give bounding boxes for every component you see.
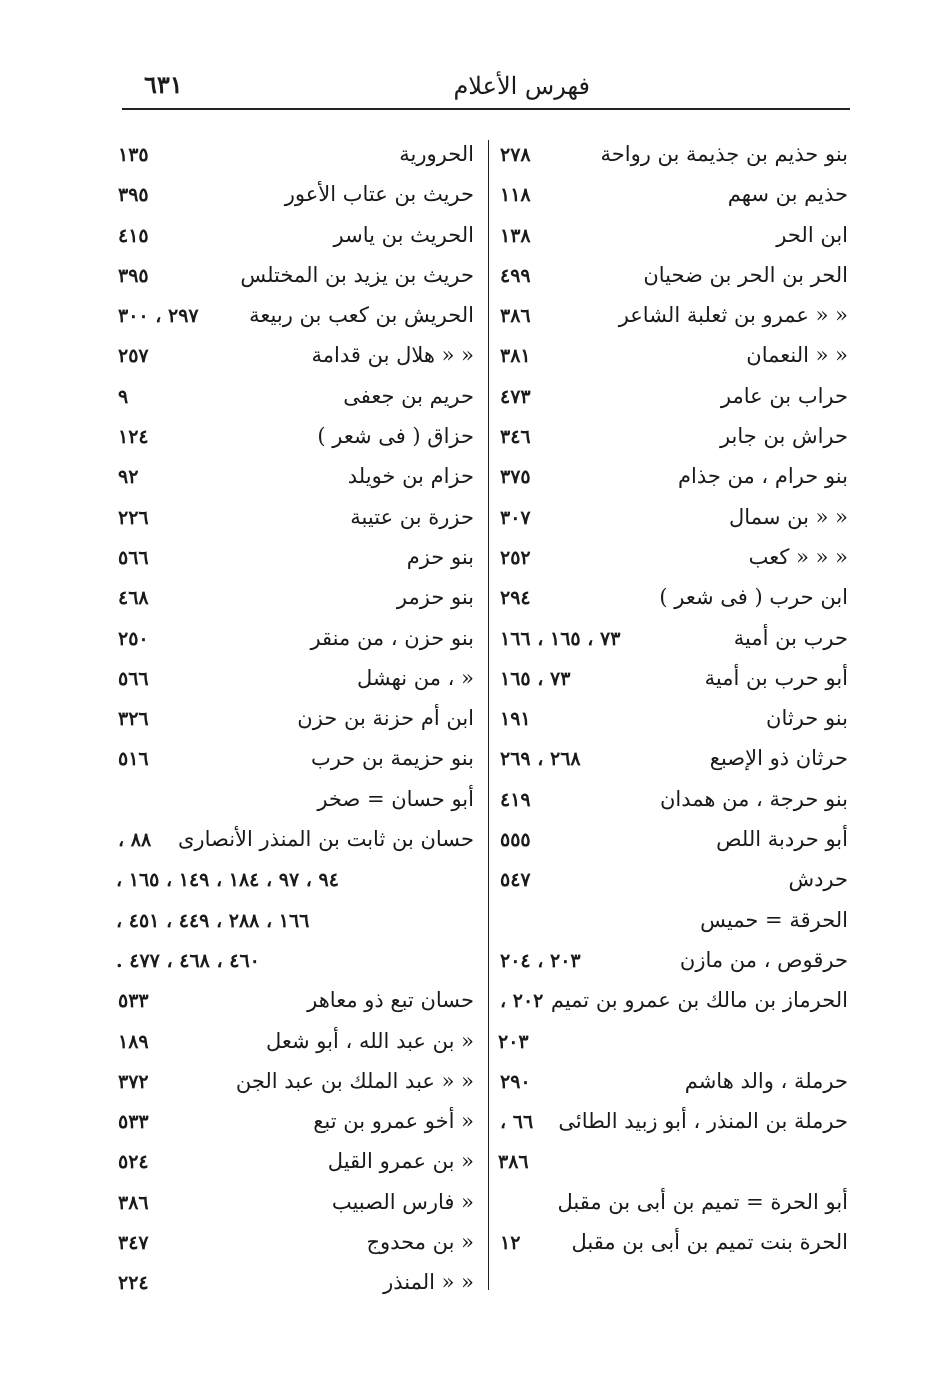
- entry-pages: ٥٤٧: [500, 869, 531, 892]
- index-entry: [494, 579, 854, 619]
- entry-name: الحر بن الحر بن ضحيان: [643, 262, 848, 287]
- index-entry: [494, 781, 854, 821]
- page-header: [122, 68, 850, 110]
- index-entry: [112, 700, 480, 740]
- index-entry: [112, 176, 480, 216]
- entry-pages: ٦٦ ،: [500, 1111, 534, 1134]
- entry-pages: ٥٦٦: [118, 546, 149, 569]
- entry-name: حرثان ذو الإصبع: [709, 746, 848, 771]
- entry-pages: ٧٣ ، ١٦٥ ، ١٦٦: [500, 627, 621, 650]
- entry-pages: ٩: [118, 385, 129, 408]
- index-entry: [494, 539, 854, 579]
- index-entry: [494, 499, 854, 539]
- index-entry: [494, 740, 854, 780]
- entry-name: بنو حرجة ، من همدان: [659, 786, 848, 811]
- entry-name: حردش: [788, 867, 848, 892]
- entry-pages: ٣٧٥: [500, 466, 531, 489]
- entry-name: « « النعمان: [746, 343, 848, 368]
- index-entry: [112, 740, 480, 780]
- entry-pages: ٩٢: [118, 466, 139, 489]
- index-entry: [494, 700, 854, 740]
- entry-pages: ٥٣٣: [118, 1111, 149, 1134]
- entry-pages: ٢٩٧ ، ٣٠٠: [118, 305, 199, 328]
- entry-name: حسان تبع ذو معاهر: [307, 988, 474, 1013]
- index-entry: [494, 861, 854, 901]
- right-column: [494, 136, 854, 1264]
- entry-name: حرملة بن المنذر ، أبو زبيد الطائى: [558, 1109, 848, 1134]
- index-entry: [494, 297, 854, 337]
- entry-pages: ٣٨٦: [498, 1151, 529, 1174]
- entry-name: « فارس الصبيب: [331, 1189, 474, 1214]
- entry-pages: ١٦٦ ، ٢٨٨ ، ٤٤٩ ، ٤٥١ ،: [116, 909, 310, 932]
- entry-name: بنو حزن ، من منقر: [310, 625, 474, 650]
- entry-pages: ٥٦٦: [118, 667, 149, 690]
- index-entry: [112, 620, 480, 660]
- entry-pages: ٢٩٠: [500, 1070, 531, 1093]
- index-entry: [494, 821, 854, 861]
- entry-pages: ١٢: [500, 1232, 521, 1255]
- entry-pages: ٢٠٣ ، ٢٠٤: [500, 949, 581, 972]
- page-title: فهرس الأعلام: [453, 72, 590, 100]
- entry-pages: ٣٢٦: [118, 708, 149, 731]
- index-entry: [112, 378, 480, 418]
- entry-pages: ٣٠٧: [500, 506, 531, 529]
- entry-pages: ٩٤ ، ٩٧ ، ١٨٤ ، ١٤٩ ، ١٦٥ ،: [116, 869, 339, 892]
- entry-name: ابن حرب ( فى شعر ): [659, 585, 848, 610]
- index-entry: [112, 942, 480, 982]
- index-entry: [494, 620, 854, 660]
- entry-name: حذيم بن سهم: [727, 182, 848, 207]
- index-entry: [112, 297, 480, 337]
- entry-pages: ٣٨٦: [500, 305, 531, 328]
- index-entry: [112, 1224, 480, 1264]
- index-entry: [494, 458, 854, 498]
- entry-name: ابن أم حزنة بن حزن: [297, 706, 474, 731]
- entry-pages: ١١٨: [500, 184, 531, 207]
- entry-pages: ٢٧٨: [500, 144, 531, 166]
- entry-pages: ٤١٩: [500, 788, 531, 811]
- entry-name: الحرقة = حميس: [700, 907, 848, 932]
- entry-name: « « عمرو بن ثعلبة الشاعر: [618, 303, 848, 328]
- entry-pages: ٣٤٧: [118, 1232, 149, 1255]
- entry-pages: ٥٢٤: [118, 1151, 149, 1174]
- index-entry: [494, 418, 854, 458]
- entry-pages: ١٢٤: [118, 426, 149, 449]
- entry-name: أبو حسان = صخر: [317, 786, 474, 811]
- index-entry: [494, 1103, 854, 1143]
- entry-name: حريث بن عتاب الأعور: [284, 182, 474, 207]
- entry-pages: ٣٩٥: [118, 264, 149, 287]
- entry-name: الحريش بن كعب بن ربيعة: [249, 303, 474, 328]
- entry-pages: ٢٢٤: [118, 1272, 149, 1295]
- index-entry: [494, 378, 854, 418]
- entry-pages: ٢٠٢ ،: [500, 990, 544, 1013]
- entry-pages: ٤٧٣: [500, 385, 531, 408]
- index-entry: [494, 902, 854, 942]
- entry-pages: ٣٩٥: [118, 184, 149, 207]
- index-entry: [494, 217, 854, 257]
- index-entry: [494, 1063, 854, 1103]
- entry-pages: ٣٨٦: [118, 1191, 149, 1214]
- entry-name: بنو حذيم بن جذيمة بن رواحة: [600, 142, 848, 166]
- entry-name: « « هلال بن قدامة: [311, 343, 474, 368]
- entry-name: حزرة بن عتيبة: [350, 504, 474, 529]
- entry-name: بنو حزيمة بن حرب: [310, 746, 474, 771]
- entry-name: أبو حرب بن أمية: [704, 665, 848, 690]
- index-entry: [112, 821, 480, 861]
- index-entry: [112, 1264, 480, 1304]
- left-column: [112, 136, 480, 1305]
- entry-name: « بن عمرو القيل: [327, 1149, 474, 1174]
- entry-pages: ٢٥٢: [500, 546, 531, 569]
- entry-name: حراب بن عامر: [720, 383, 848, 408]
- entry-pages: ٥٥٥: [500, 829, 531, 852]
- entry-name: أبو الحرة = تميم بن أبى بن مقبل: [557, 1189, 848, 1214]
- index-entry: [112, 1103, 480, 1143]
- entry-pages: ٤٩٩: [500, 264, 531, 287]
- index-entry: [112, 1063, 480, 1103]
- entry-pages: ٨٨ ،: [118, 829, 152, 852]
- entry-pages: ٤١٥: [118, 224, 149, 247]
- entry-name: بنو حرام ، من جذام: [678, 464, 848, 489]
- entry-pages: ٣٧٢: [118, 1070, 149, 1093]
- entry-name: الحريث بن ياسر: [333, 222, 474, 247]
- index-entry: [494, 136, 854, 176]
- entry-name: حزام بن خويلد: [347, 464, 474, 489]
- entry-name: أبو حردبة اللص: [716, 827, 848, 852]
- entry-pages: ٢٥٧: [118, 345, 149, 368]
- entry-name: « « المنذر: [383, 1270, 474, 1295]
- index-entry: [112, 458, 480, 498]
- entry-name: بنو حرثان: [766, 706, 848, 731]
- index-entry: [112, 579, 480, 619]
- index-entry: [494, 660, 854, 700]
- entry-name: « ، من نهشل: [356, 665, 474, 690]
- entry-name: حرملة ، والد هاشم: [684, 1068, 848, 1093]
- entry-pages: ٥١٦: [118, 748, 149, 771]
- entry-name: « « عبد الملك بن عبد الجن: [235, 1068, 474, 1093]
- entry-name: بنو حزم: [406, 544, 474, 569]
- entry-name: « بن محدوج: [366, 1230, 474, 1255]
- index-entry: [112, 499, 480, 539]
- index-entry: [494, 942, 854, 982]
- index-entry: [494, 1143, 854, 1183]
- entry-pages: ٢٢٦: [118, 506, 149, 529]
- entry-pages: ١٣٨: [500, 224, 531, 247]
- entry-pages: ٤٦٨: [118, 587, 149, 610]
- entry-name: ابن الحر: [776, 222, 848, 247]
- index-entry: [112, 418, 480, 458]
- entry-pages: ١٩١: [500, 708, 531, 731]
- index-entry: [112, 337, 480, 377]
- entry-name: حسان بن ثابت بن المنذر الأنصارى: [178, 827, 474, 852]
- entry-pages: ٢٥٠: [118, 627, 149, 650]
- index-entry: [494, 337, 854, 377]
- entry-name: الحرورية: [399, 142, 474, 166]
- index-entry: [494, 257, 854, 297]
- entry-pages: ٢٦٨ ، ٢٦٩: [500, 748, 581, 771]
- entry-pages: ٢٠٣: [498, 1030, 529, 1053]
- entry-name: حريث بن يزيد بن المختلس: [240, 262, 474, 287]
- entry-pages: ١٣٥: [118, 144, 149, 166]
- index-entry: [112, 660, 480, 700]
- entry-name: حزاق ( فى شعر ): [317, 424, 474, 449]
- entry-pages: ٣٤٦: [500, 426, 531, 449]
- index-entry: [112, 539, 480, 579]
- entry-pages: ٣٨١: [500, 345, 531, 368]
- column-divider: [488, 140, 489, 1290]
- entry-name: الحرماز بن مالك بن عمرو بن تميم: [550, 988, 848, 1013]
- index-entry: [112, 1023, 480, 1063]
- entry-name: حرب بن أمية: [733, 625, 848, 650]
- entry-pages: ٧٣ ، ١٦٥: [500, 667, 571, 690]
- entry-pages: ١٨٩: [118, 1030, 149, 1053]
- entry-name: « بن عبد الله ، أبو شعل: [265, 1028, 474, 1053]
- entry-name: بنو حزمر: [396, 585, 474, 610]
- index-entry: [494, 1023, 854, 1063]
- index-entry: [494, 1184, 854, 1224]
- entry-pages: ٥٣٣: [118, 990, 149, 1013]
- entry-pages: ٢٩٤: [500, 587, 531, 610]
- entry-name: « « « كعب: [748, 544, 848, 569]
- index-entry: [494, 1224, 854, 1264]
- page-number: ٦٣١: [144, 70, 183, 99]
- entry-name: حريم بن جعفى: [343, 383, 474, 408]
- entry-pages: ٤٦٠ ، ٤٦٨ ، ٤٧٧ .: [116, 949, 260, 972]
- entry-name: « « بن سمال: [729, 504, 848, 529]
- index-entry: [112, 781, 480, 821]
- entry-name: « أخو عمرو بن تبع: [313, 1109, 474, 1134]
- entry-name: حرقوص ، من مازن: [679, 947, 848, 972]
- index-entry: [494, 176, 854, 216]
- index-entry: [112, 902, 480, 942]
- entry-name: الحرة بنت تميم بن أبى بن مقبل: [571, 1230, 848, 1255]
- index-entry: [112, 257, 480, 297]
- index-entry: [112, 217, 480, 257]
- index-entry: [112, 861, 480, 901]
- index-entry: [112, 1143, 480, 1183]
- entry-name: حراش بن جابر: [719, 424, 848, 449]
- index-entry: [112, 136, 480, 176]
- index-entry: [112, 982, 480, 1022]
- index-entry: [112, 1184, 480, 1224]
- index-entry: [494, 982, 854, 1022]
